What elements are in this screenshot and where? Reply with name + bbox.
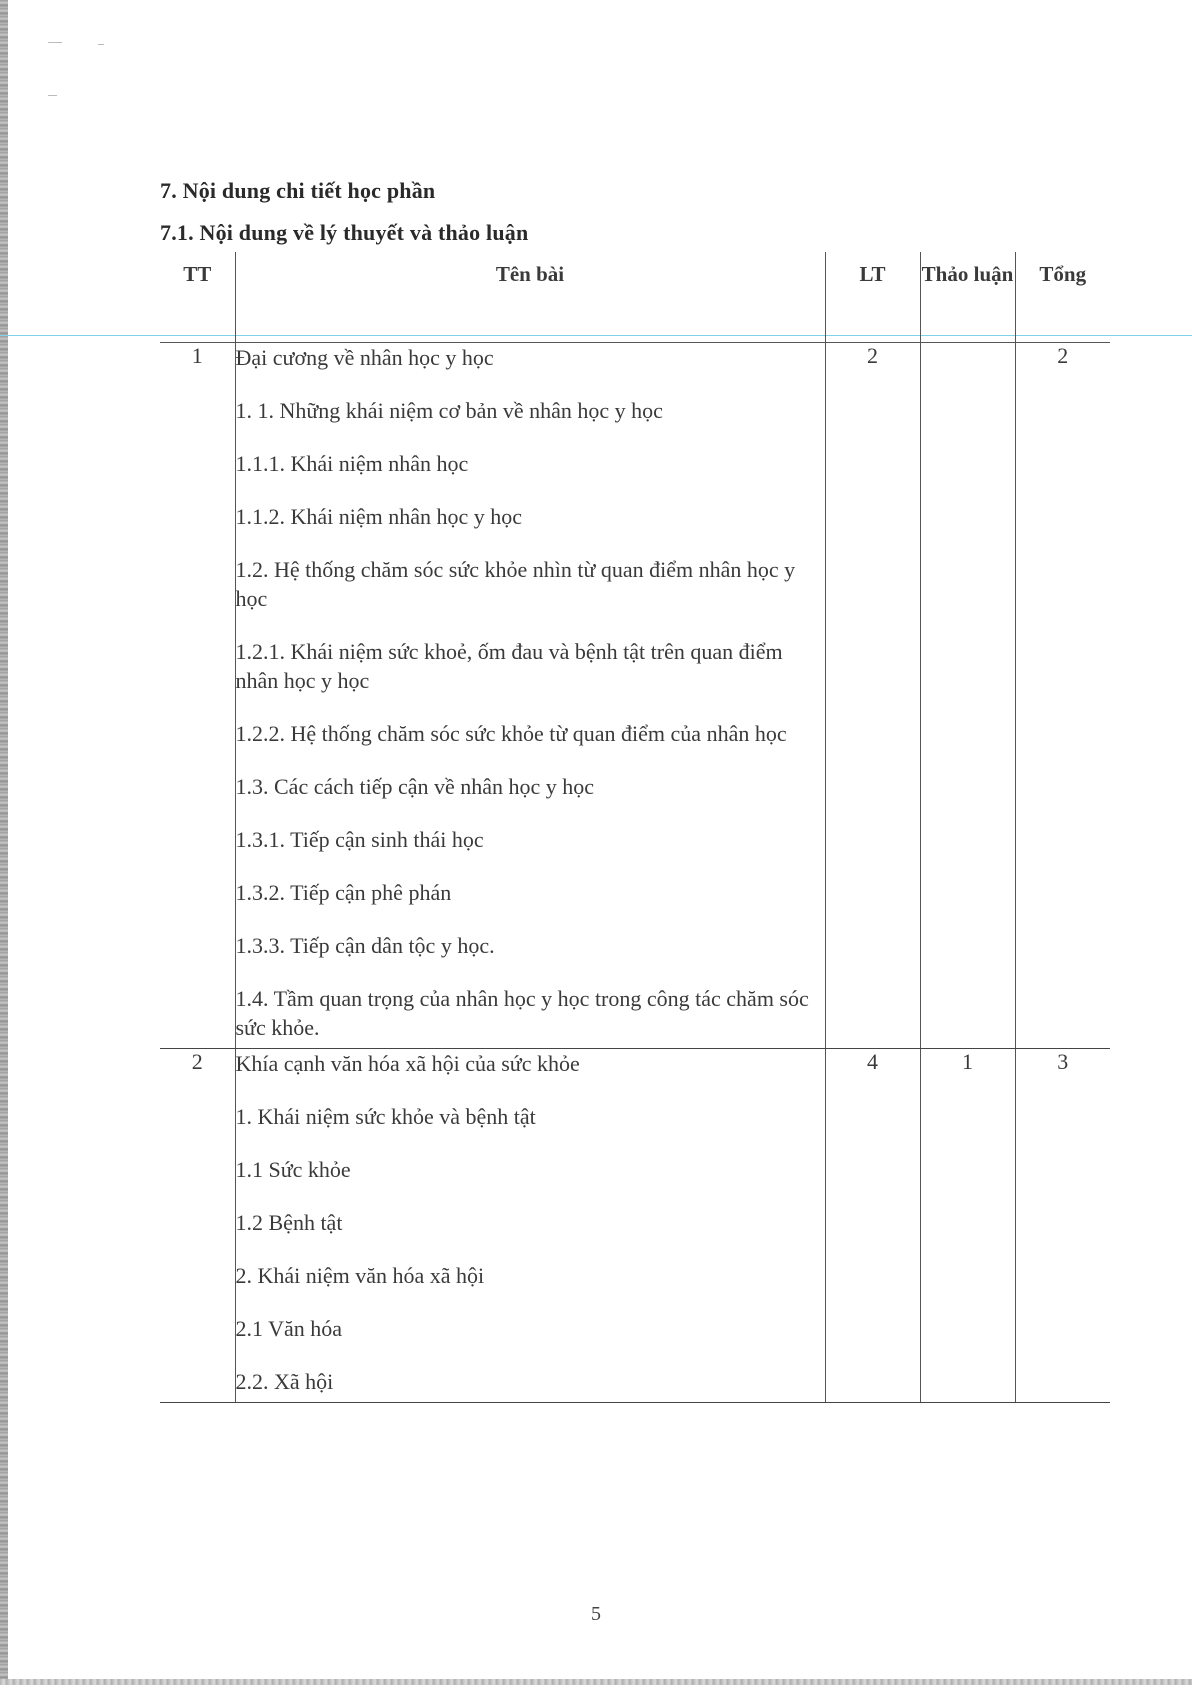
scan-bottom-edge [0, 1679, 1192, 1685]
row-total: 2 [1015, 343, 1110, 1049]
lesson-item: 2. Khái niệm văn hóa xã hội [235, 1263, 485, 1288]
table-row [160, 1049, 1110, 1403]
row-discussion: 1 [920, 1049, 1015, 1403]
lesson-item: 1.3.1. Tiếp cận sinh thái học [235, 827, 484, 852]
row-total: 3 [1015, 1049, 1110, 1403]
lesson-cell [235, 343, 825, 1049]
row-tt: 1 [160, 343, 235, 1049]
lesson-item: 1.1.2. Khái niệm nhân học y học [235, 504, 523, 529]
row-lt: 4 [825, 1049, 920, 1403]
table-row [160, 343, 1110, 1049]
scan-edge [0, 0, 8, 1685]
lesson-item: 1.2 Bệnh tật [235, 1210, 343, 1235]
scan-speck [98, 44, 104, 45]
table-header-row [160, 252, 1110, 343]
scan-speck [48, 95, 57, 96]
lesson-item: Khía cạnh văn hóa xã hội của sức khỏe [235, 1051, 580, 1076]
lesson-item: 1.3.3. Tiếp cận dân tộc y học. [235, 933, 495, 958]
lesson-cell [235, 1049, 825, 1403]
lesson-item: 1.2.1. Khái niệm sức khoẻ, ốm đau và bệnh tật trên quan điểm nhân học y học [235, 639, 783, 693]
section-heading: 7. Nội dung chi tiết học phần [160, 178, 436, 203]
lesson-item: 1. 1. Những khái niệm cơ bản về nhân học y học [235, 398, 663, 423]
header-discussion: Thảo luận [920, 252, 1015, 343]
lesson-item: Đại cương về nhân học y học [235, 345, 494, 370]
header-lesson-name: Tên bài [235, 252, 825, 343]
lesson-item: 1.4. Tầm quan trọng của nhân học y học trong công tác chăm sóc sức khỏe. [235, 986, 809, 1040]
row-tt: 2 [160, 1049, 235, 1403]
scan-speck [48, 42, 62, 43]
course-content-table [160, 252, 1110, 1403]
header-lt: LT [825, 252, 920, 343]
lesson-item: 1. Khái niệm sức khỏe và bệnh tật [235, 1104, 536, 1129]
lesson-item: 1.2.2. Hệ thống chăm sóc sức khỏe từ quan điểm của nhân học [235, 721, 787, 746]
page-number: 5 [591, 1603, 601, 1625]
header-tt: TT [160, 252, 235, 343]
lesson-item: 1.1 Sức khỏe [235, 1157, 351, 1182]
row-lt: 2 [825, 343, 920, 1049]
lesson-item: 1.3.2. Tiếp cận phê phán [235, 880, 452, 905]
lesson-item: 1.3. Các cách tiếp cận về nhân học y học [235, 774, 595, 799]
row-discussion [920, 343, 1015, 1049]
lesson-item: 2.1 Văn hóa [235, 1316, 343, 1341]
header-total: Tổng [1015, 252, 1110, 343]
lesson-item: 2.2. Xã hội [235, 1369, 334, 1394]
lesson-item: 1.2. Hệ thống chăm sóc sức khỏe nhìn từ quan điểm nhân học y học [235, 557, 796, 611]
subsection-heading: 7.1. Nội dung về lý thuyết và thảo luận [160, 220, 529, 245]
lesson-item: 1.1.1. Khái niệm nhân học [235, 451, 469, 476]
